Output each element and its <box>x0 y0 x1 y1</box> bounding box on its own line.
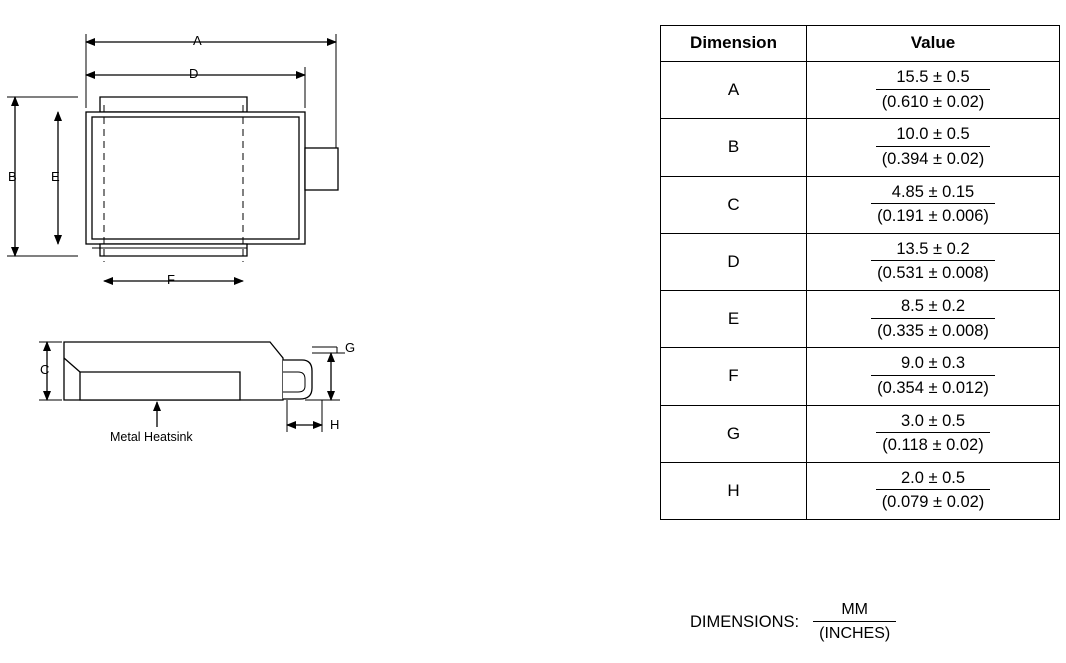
row-dimension-name: E <box>661 291 807 348</box>
units-denominator: (INCHES) <box>819 625 891 642</box>
value-inches: (0.531 ± 0.008) <box>877 264 989 283</box>
value-inches: (0.079 ± 0.02) <box>881 493 985 512</box>
table-header-row <box>661 26 1060 62</box>
dimension-label-H: H <box>330 417 340 432</box>
dimension-label-C: C <box>40 362 50 377</box>
value-inches: (0.354 ± 0.012) <box>877 378 989 397</box>
row-dimension-name: D <box>661 233 807 290</box>
table-row <box>661 233 1060 290</box>
value-mm: 3.0 ± 0.5 <box>876 411 989 434</box>
value-mm: 13.5 ± 0.2 <box>871 239 995 262</box>
table-row <box>661 119 1060 176</box>
value-inches: (0.191 ± 0.006) <box>877 207 989 226</box>
value-mm: 15.5 ± 0.5 <box>876 67 991 90</box>
row-dimension-name: B <box>661 119 807 176</box>
row-dimension-value <box>807 291 1060 348</box>
row-dimension-value <box>807 348 1060 405</box>
dimension-label-G: G <box>345 340 356 355</box>
dimension-label-B: B <box>8 169 17 184</box>
row-dimension-name: H <box>661 462 807 519</box>
row-dimension-value <box>807 405 1060 462</box>
row-dimension-name: C <box>661 176 807 233</box>
row-dimension-name: A <box>661 62 807 119</box>
row-dimension-name: G <box>661 405 807 462</box>
dimension-label-E: E <box>51 169 60 184</box>
value-mm: 4.85 ± 0.15 <box>871 182 995 205</box>
table-row <box>661 462 1060 519</box>
row-dimension-name: F <box>661 348 807 405</box>
value-mm: 9.0 ± 0.3 <box>871 353 995 376</box>
units-numerator: MM <box>813 600 896 622</box>
value-inches: (0.118 ± 0.02) <box>882 436 984 455</box>
row-dimension-value <box>807 176 1060 233</box>
table-body <box>661 62 1060 520</box>
row-dimension-value <box>807 462 1060 519</box>
row-dimension-value <box>807 233 1060 290</box>
row-dimension-value <box>807 119 1060 176</box>
value-mm: 8.5 ± 0.2 <box>871 296 995 319</box>
dimension-label-A: A <box>193 33 202 48</box>
value-inches: (0.335 ± 0.008) <box>877 321 989 340</box>
metal-heatsink-annotation: Metal Heatsink <box>110 430 193 444</box>
table-row <box>661 405 1060 462</box>
table-row <box>661 291 1060 348</box>
column-header-value: Value <box>807 26 1060 62</box>
table-row <box>661 176 1060 233</box>
table-row <box>661 348 1060 405</box>
value-mm: 10.0 ± 0.5 <box>876 124 991 147</box>
dimensions-units-note <box>690 600 896 644</box>
dimension-table <box>660 25 1060 520</box>
value-mm: 2.0 ± 0.5 <box>876 468 991 491</box>
dimensions-caption: DIMENSIONS: <box>690 612 800 631</box>
units-fraction <box>813 600 896 644</box>
dimension-label-F: F <box>167 272 175 287</box>
row-dimension-value <box>807 62 1060 119</box>
column-header-dimension: Dimension <box>661 26 807 62</box>
dimension-label-D: D <box>189 66 199 81</box>
table-row <box>661 62 1060 119</box>
value-inches: (0.610 ± 0.02) <box>881 92 985 111</box>
value-inches: (0.394 ± 0.02) <box>881 149 985 168</box>
